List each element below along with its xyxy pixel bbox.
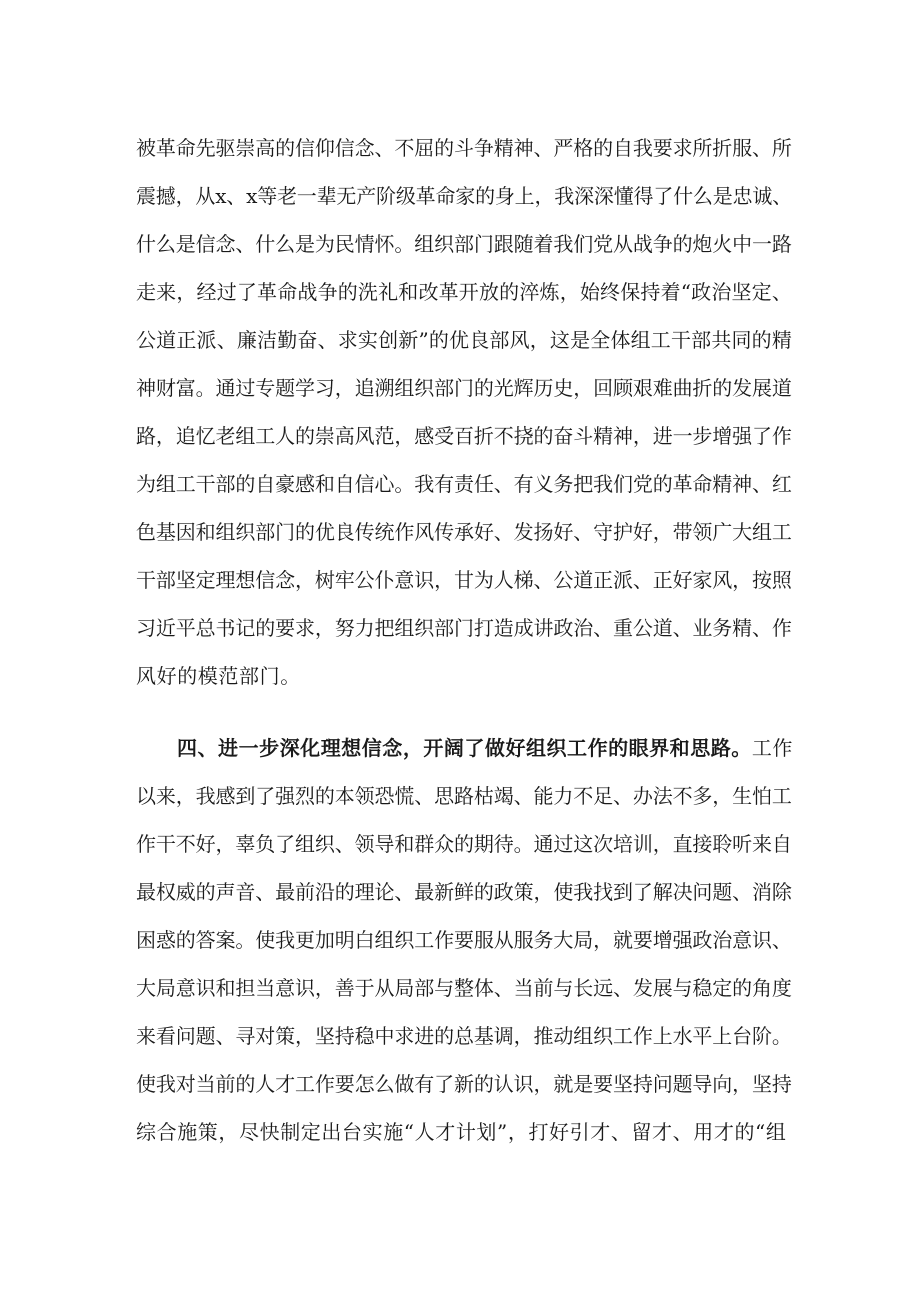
text-line: 作干不好，辜负了组织、领导和群众的期待。通过这次培训，直接聆听来自 (136, 832, 792, 856)
text-line: 震撼，从x、x等老一辈无产阶级革命家的身上，我深深懂得了什么是忠诚、 (136, 184, 792, 208)
text-line: 综合施策，尽快制定出台实施“人才计划”，打好引才、留才、用才的“组 (136, 1120, 787, 1144)
text-line: 使我对当前的人才工作要怎么做有了新的认识，就是要坚持问题导向，坚持 (136, 1072, 792, 1096)
text-line: 路，追忆老组工人的崇高风范，感受百折不挠的奋斗精神，进一步增强了作 (136, 424, 792, 448)
text-line: 神财富。通过专题学习，追溯组织部门的光辉历史，回顾艰难曲折的发展道 (136, 376, 792, 400)
text-line: 走来，经过了革命战争的洗礼和改革开放的淬炼，始终保持着“政治坚定、 (136, 280, 793, 304)
text-line: 干部坚定理想信念，树牢公仆意识，甘为人梯、公道正派、正好家风，按照 (136, 568, 792, 592)
text-line: 风好的模范部门。 (136, 664, 301, 688)
text-line: 以来，我感到了强烈的本领恐慌、思路枯竭、能力不足、办法不多，生怕工 (136, 784, 792, 808)
text-line: 被革命先驱崇高的信仰信念、不屈的斗争精神、严格的自我要求所折服、所 (136, 136, 792, 160)
text-line: 最权威的声音、最前沿的理论、最新鲜的政策，使我找到了解决问题、消除 (136, 880, 792, 904)
text-line: 大局意识和担当意识，善于从局部与整体、当前与长远、发展与稳定的角度 (136, 976, 792, 1000)
text-line: 习近平总书记的要求，努力把组织部门打造成讲政治、重公道、业务精、作 (136, 616, 792, 640)
text-line (177, 735, 793, 761)
text-line: 什么是信念、什么是为民情怀。组织部门跟随着我们党从战争的炮火中一路 (136, 232, 792, 256)
text-line: 困惑的答案。使我更加明白组织工作要服从服务大局，就要增强政治意识、 (136, 928, 792, 952)
section-heading: 四、进一步深化理想信念，开阔了做好组织工作的眼界和思路。 (177, 736, 752, 760)
text-line: 色基因和组织部门的优良传统作风传承好、发扬好、守护好，带领广大组工 (136, 520, 792, 544)
text-line: 公道正派、廉洁勤奋、求实创新”的优良部风，这是全体组工干部共同的精 (136, 328, 793, 352)
text-line: 为组工干部的自豪感和自信心。我有责任、有义务把我们党的革命精神、红 (136, 472, 792, 496)
text-run: 工作 (751, 736, 793, 760)
text-line: 来看问题、寻对策，坚持稳中求进的总基调，推动组织工作上水平上台阶。 (136, 1024, 792, 1048)
